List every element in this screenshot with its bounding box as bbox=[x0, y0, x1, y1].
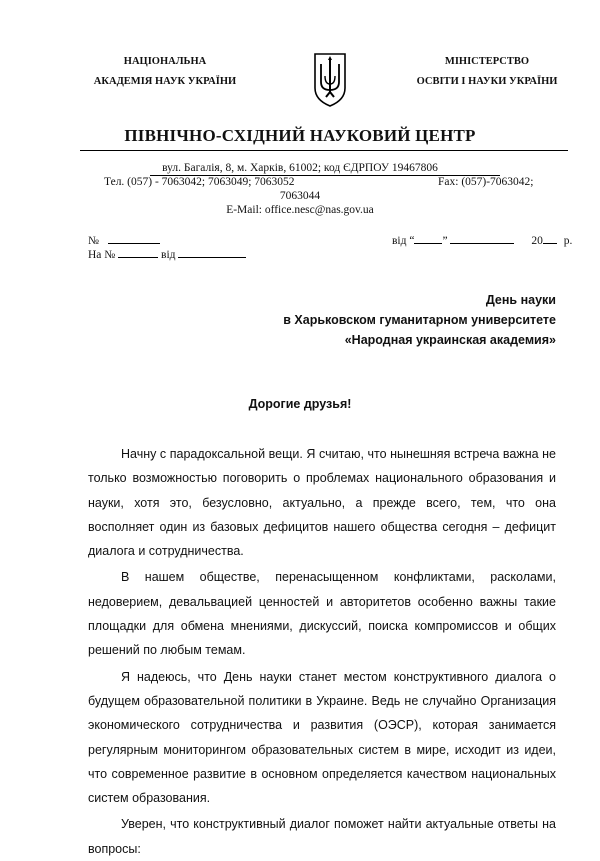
paragraph: Уверен, что конструктивный диалог поможет найти актуальные ответы на вопросы: bbox=[88, 817, 556, 856]
addressee-line-2: в Харьковском гуманитарном университете bbox=[283, 313, 556, 327]
number-blank bbox=[108, 232, 160, 244]
reply-from-label: від bbox=[161, 249, 176, 261]
reply-number-blank bbox=[118, 246, 158, 258]
paragraph: В нашем обществе, перенасыщенном конфликтами, расколами, недоверием, девальвацией ценностей и авторитетов особенно важны такие площадки для обмена мнениями, дискуссий, поиска компромиссов и общих решений по любым темам. bbox=[88, 570, 556, 658]
day-blank bbox=[414, 232, 442, 244]
address-line: вул. Багалія, 8, м. Харків, 61002; код ЄДРПОУ 19467806 bbox=[162, 162, 438, 174]
fax-line: Fax: (057)-7063042; bbox=[438, 176, 534, 188]
greeting: Дорогие друзья! bbox=[248, 397, 352, 411]
year-blank bbox=[543, 232, 557, 244]
right-org-line-1: МІНІСТЕРСТВО bbox=[444, 56, 530, 67]
title-divider bbox=[80, 150, 568, 151]
addressee-line-1: День науки bbox=[485, 293, 556, 307]
organization-title: ПІВНІЧНО-СХІДНИЙ НАУКОВИЙ ЦЕНТР bbox=[124, 126, 476, 145]
right-org-line-2: ОСВІТИ І НАУКИ УКРАЇНИ bbox=[416, 76, 558, 87]
letter-body bbox=[88, 442, 556, 861]
reply-number-label: На № bbox=[88, 249, 116, 261]
left-org-line-2: АКАДЕМІЯ НАУК УКРАЇНИ bbox=[93, 76, 237, 87]
email-line: E-Mail: office.nesc@nas.gov.ua bbox=[226, 204, 374, 216]
trident-emblem-icon bbox=[312, 52, 348, 108]
reply-reference-field bbox=[88, 246, 246, 262]
phone-line: Тел. (057) - 7063042; 7063049; 7063052 bbox=[104, 176, 295, 188]
month-blank bbox=[450, 232, 514, 244]
reply-date-blank bbox=[178, 246, 246, 258]
left-org-line-1: НАЦІОНАЛЬНА bbox=[123, 56, 207, 67]
addressee-block bbox=[283, 290, 556, 350]
addressee-line-3: «Народная украинская академия» bbox=[344, 333, 556, 347]
paragraph: Я надеюсь, что День науки станет местом конструктивного диалога о будущем образовательной политики в Украине. Ведь не случайно Организация экономического сотрудничества и развития (ОЭСР), которая занимается регулярным мониторингом образовательных систем в мире, исходит из идеи, что современное развитие в основном определяется качеством национальных систем образования. bbox=[88, 669, 556, 806]
date-mid: ” bbox=[442, 235, 448, 247]
phone-continuation: 7063044 bbox=[279, 190, 321, 202]
date-field bbox=[392, 232, 572, 248]
paragraph: Начну с парадоксальной вещи. Я считаю, что нынешняя встреча важна не только возможностью поговорить о проблемах национального образования и науки, хотя это, безусловно, актуально, а прежде всего, тем, что она восполняет один из базовых дефицитов нашего общества сегодня – дефицит диалога и сотрудничества. bbox=[88, 447, 556, 559]
right-organization bbox=[402, 52, 572, 92]
number-label: № bbox=[88, 235, 99, 247]
date-prefix: від “ bbox=[392, 235, 415, 247]
left-organization bbox=[80, 52, 250, 92]
year-suffix: р. bbox=[563, 235, 573, 247]
year-prefix: 20 bbox=[531, 235, 543, 247]
